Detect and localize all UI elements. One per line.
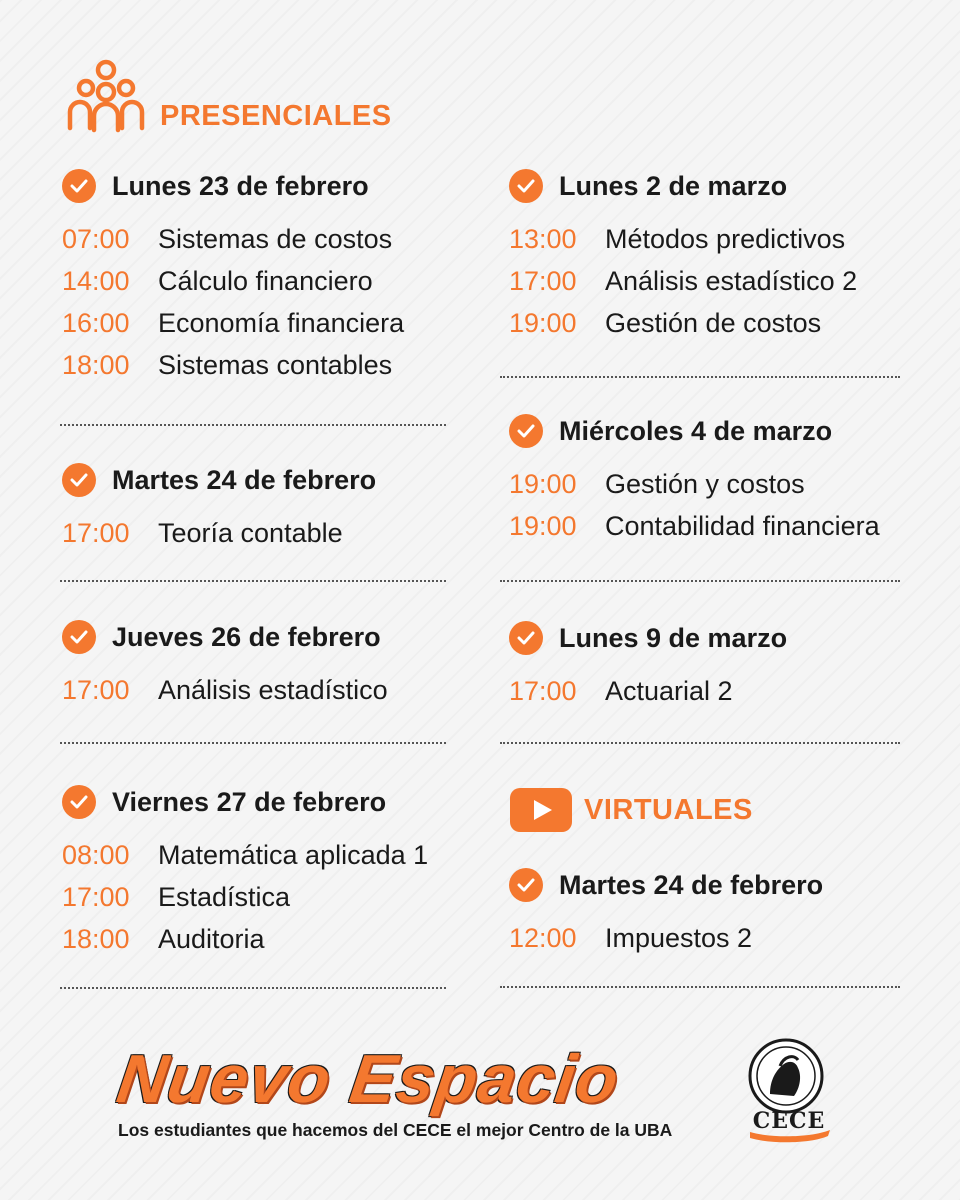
day-block	[509, 411, 909, 547]
schedule-slot	[509, 260, 909, 302]
check-circle-icon	[509, 868, 543, 902]
dotted-divider	[60, 424, 446, 426]
day-block	[62, 166, 462, 386]
day-block	[62, 460, 462, 554]
dotted-divider	[60, 742, 446, 744]
slot-time: 17:00	[62, 674, 130, 705]
dotted-divider	[500, 376, 900, 378]
schedule-slot	[62, 218, 462, 260]
slot-subject: Análisis estadístico	[158, 674, 388, 705]
dotted-divider	[500, 580, 900, 582]
cece-seal	[740, 1036, 836, 1144]
slot-time: 12:00	[509, 922, 577, 953]
day-block	[509, 618, 909, 712]
slot-subject: Sistemas de costos	[158, 223, 393, 254]
slot-subject: Matemática aplicada 1	[158, 839, 429, 870]
schedule-slot	[509, 505, 909, 547]
day-title: Miércoles 4 de marzo	[559, 415, 833, 446]
schedule-slot	[62, 344, 462, 386]
tagline: Los estudiantes que hacemos del CECE el mejor Centro de la UBA	[118, 1120, 673, 1140]
brand-logo: Nuevo Espacio	[112, 1041, 624, 1117]
check-circle-icon	[509, 414, 543, 448]
slot-time: 07:00	[62, 223, 130, 254]
slot-subject: Cálculo financiero	[158, 265, 373, 296]
check-circle-icon	[62, 620, 96, 654]
slot-time: 17:00	[509, 265, 577, 296]
cece-label: CECE	[752, 1108, 826, 1134]
slot-time: 14:00	[62, 265, 130, 296]
slot-time: 19:00	[509, 307, 577, 338]
schedule-slot	[62, 669, 462, 711]
slot-subject: Economía financiera	[158, 307, 405, 338]
slot-subject: Gestión de costos	[605, 307, 822, 338]
slot-time: 18:00	[62, 349, 130, 380]
day-title: Lunes 23 de febrero	[112, 170, 369, 201]
dotted-divider	[500, 986, 900, 988]
slot-subject: Estadística	[158, 881, 291, 912]
schedule-slot	[509, 302, 909, 344]
people-group-icon	[64, 58, 148, 134]
slot-subject: Contabilidad financiera	[605, 510, 880, 541]
schedule-slot	[62, 918, 462, 960]
day-block	[509, 865, 909, 959]
schedule-slot	[62, 512, 462, 554]
schedule-slot	[62, 876, 462, 918]
schedule-slot	[509, 670, 909, 712]
slot-subject: Actuarial 2	[605, 675, 733, 706]
virtuales-header	[510, 788, 753, 832]
day-block	[509, 166, 909, 344]
slot-subject: Impuestos 2	[605, 922, 753, 953]
day-title: Viernes 27 de febrero	[112, 786, 387, 817]
slot-subject: Sistemas contables	[158, 349, 393, 380]
slot-time: 08:00	[62, 839, 130, 870]
presenciales-header	[64, 58, 392, 134]
dotted-divider	[60, 580, 446, 582]
slot-subject: Auditoria	[158, 923, 265, 954]
slot-time: 19:00	[509, 510, 577, 541]
schedule-slot	[509, 218, 909, 260]
schedule-slot	[62, 302, 462, 344]
slot-time: 18:00	[62, 923, 130, 954]
day-title: Martes 24 de febrero	[112, 464, 377, 495]
slot-time: 13:00	[509, 223, 577, 254]
dotted-divider	[60, 987, 446, 989]
schedule-slot	[62, 834, 462, 876]
check-circle-icon	[509, 621, 543, 655]
day-block	[62, 782, 462, 960]
slot-subject: Análisis estadístico 2	[605, 265, 858, 296]
slot-subject: Gestión y costos	[605, 468, 805, 499]
check-circle-icon	[62, 463, 96, 497]
check-circle-icon	[509, 169, 543, 203]
dotted-divider	[500, 742, 900, 744]
presenciales-title: PRESENCIALES	[160, 99, 392, 132]
day-block	[62, 617, 462, 711]
schedule-slot	[509, 917, 909, 959]
virtuales-title: VIRTUALES	[584, 793, 753, 826]
slot-time: 17:00	[62, 517, 130, 548]
slot-time: 19:00	[509, 468, 577, 499]
schedule-slot	[62, 260, 462, 302]
day-title: Martes 24 de febrero	[559, 869, 824, 900]
day-title: Jueves 26 de febrero	[112, 621, 381, 652]
schedule-slot	[509, 463, 909, 505]
slot-time: 17:00	[509, 675, 577, 706]
day-title: Lunes 2 de marzo	[559, 170, 788, 201]
slot-subject: Teoría contable	[158, 517, 343, 548]
slot-time: 16:00	[62, 307, 130, 338]
day-title: Lunes 9 de marzo	[559, 622, 788, 653]
check-circle-icon	[62, 169, 96, 203]
slot-subject: Métodos predictivos	[605, 223, 846, 254]
youtube-play-icon	[510, 788, 572, 832]
slot-time: 17:00	[62, 881, 130, 912]
check-circle-icon	[62, 785, 96, 819]
